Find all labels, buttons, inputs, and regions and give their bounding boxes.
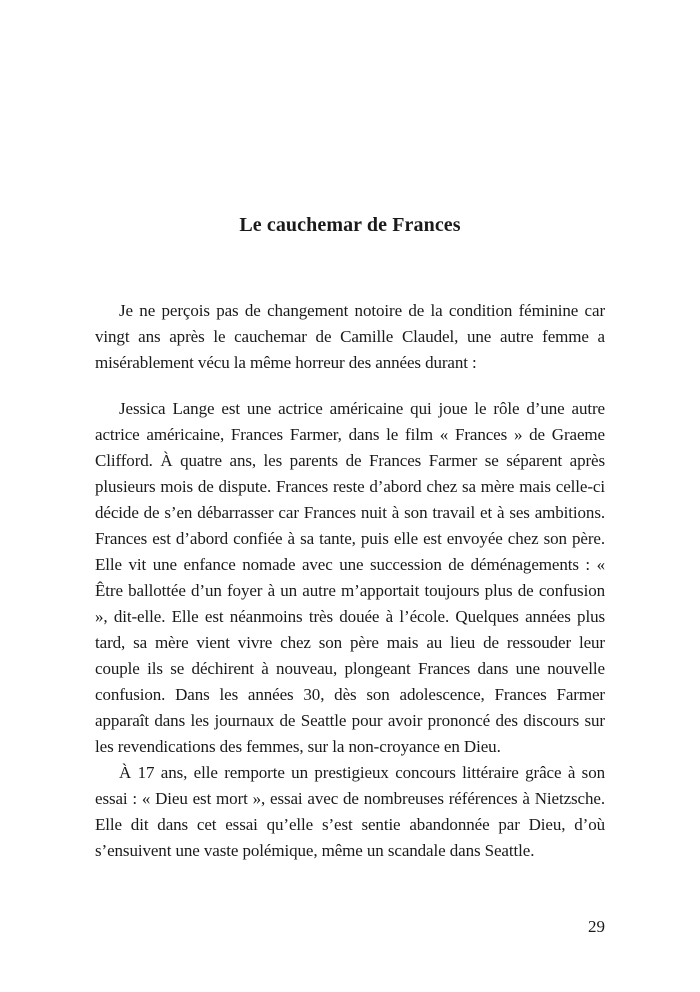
page-number: 29 xyxy=(588,917,605,936)
chapter-title: Le cauchemar de Frances xyxy=(239,214,461,237)
paragraph: Jessica Lange est une actrice américaine qui joue le rôle d’une autre actrice américaine, Frances Farmer, dans le film « Frances » de Graeme Clifford. À quatre ans, les parents de Frances Farmer se séparent après plusieurs mois de dispute. Frances reste d’abord chez sa mère mais celle-ci décide de s’en débarrasser car Frances nuit à son travail et à ses ambitions. Frances est d’abord confiée à sa tante, puis elle est envoyée chez son père. Elle vit une enfance nomade avec une succession de déménagements : « Être ballottée d’un foyer à un autre m’apportait toujours plus de confusion », dit-elle. Elle est néanmoins très douée à l’école. Quelques années plus tard, sa mère vient vivre chez son père mais au lieu de ressouder leur couple ils se déchirent à nouveau, plongeant Frances dans une nouvelle confusion. Dans les années 30, dès son adolescence, Frances Farmer apparaît dans les journaux de Seattle pour avoir prononcé des discours sur les revendications des femmes, sur la non-croyance en Dieu. xyxy=(95,399,605,756)
paragraph: À 17 ans, elle remporte un prestigieux concours littéraire grâce à son essai : « Dieu est mort », essai avec de nombreuses références à Nietzsche. Elle dit dans cet essai qu’elle s’est sentie abandonnée par Dieu, d’où s’ensuivent une vaste polémique, même un scandale dans Seattle. xyxy=(95,763,605,860)
intro-paragraph-block xyxy=(95,298,605,376)
paragraph: Je ne perçois pas de changement notoire de la condition féminine car vingt ans après le cauchemar de Camille Claudel, une autre femme a misérablement vécu la même horreur des années durant : xyxy=(95,301,605,372)
main-paragraph-block xyxy=(95,396,605,864)
